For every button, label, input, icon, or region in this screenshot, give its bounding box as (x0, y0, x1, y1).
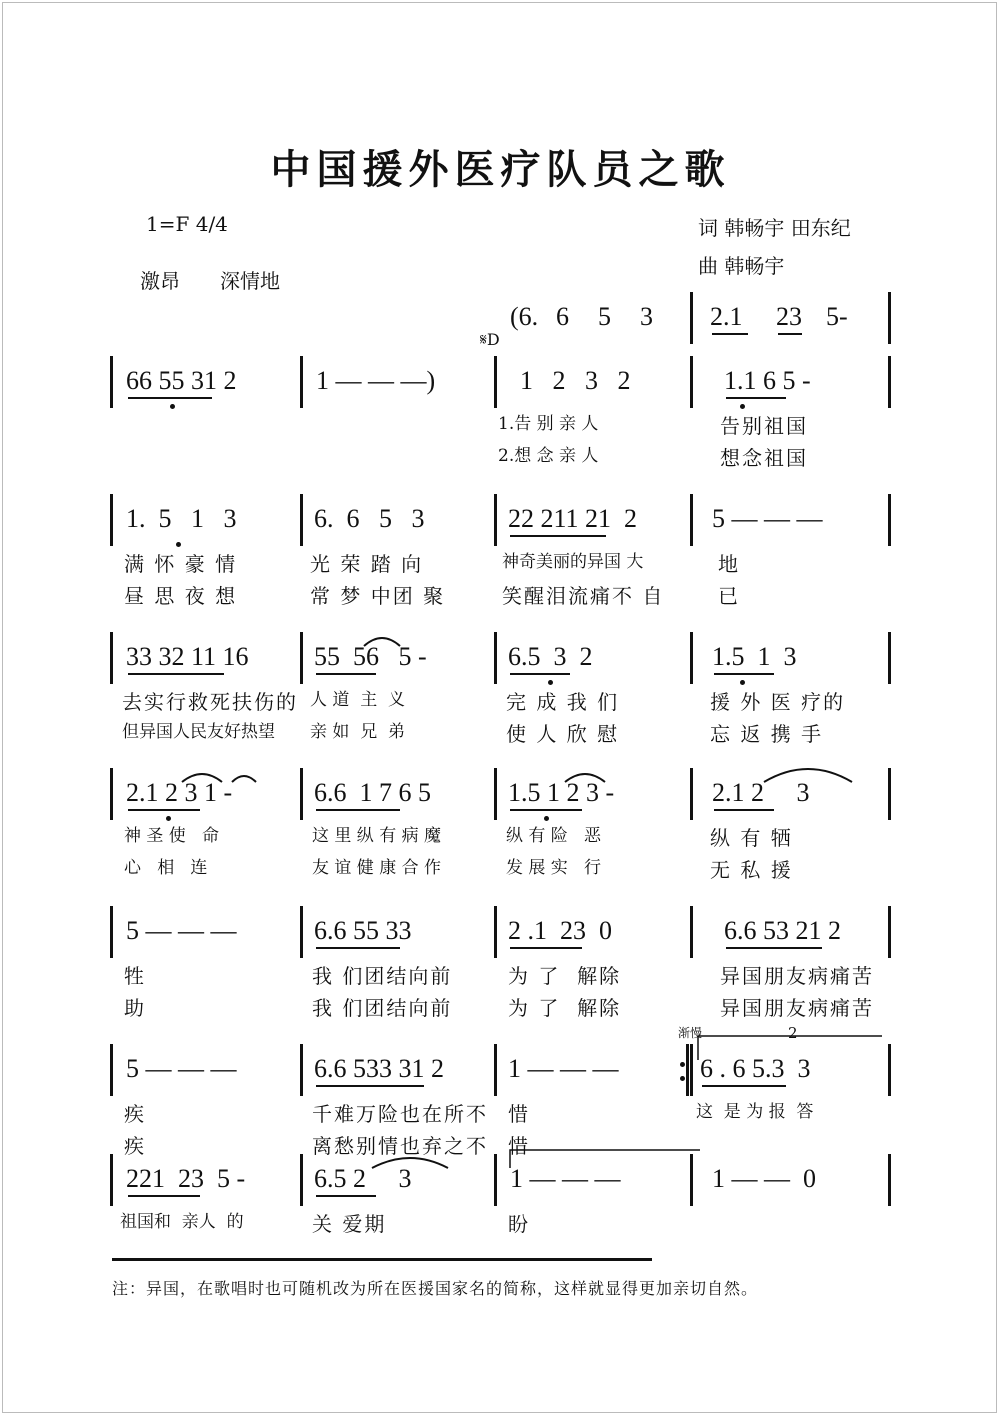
key-signature: 1=F 4/4 (146, 212, 228, 236)
note-group: (6. (510, 302, 539, 331)
tempo-marking: 激昂 深情地 (140, 269, 280, 293)
lyric-verse-2: 心 相 连 (124, 858, 208, 878)
note-group: 6 . 6 5.3 3 (700, 1054, 811, 1083)
tie (232, 776, 256, 782)
note-group: 66 55 31 2 (126, 366, 237, 395)
note-group: 6.6 53 21 2 (724, 916, 841, 945)
lyric-verse-2: 为 了 解除 (508, 996, 622, 1020)
lyric-verse-1: 完 成 我 们 (506, 690, 620, 714)
lyric-verse-1: 纵 有 险 恶 (506, 826, 602, 846)
lyric-verse-2: 想念祖国 (720, 446, 808, 470)
note-group: 1.5 1 2 3 - (508, 778, 615, 807)
note-group: 6.5 2 3 (314, 1164, 412, 1193)
lyric-verse-1: 满 怀 豪 情 (124, 552, 238, 576)
note-group: 5 — — — (126, 916, 237, 945)
note-group: 1 — — — (508, 1054, 619, 1083)
note-group: 1 — — — (510, 1164, 621, 1193)
note-group: 6.6 55 33 (314, 916, 412, 945)
rit-marking: 渐慢 (678, 1026, 703, 1040)
lyric-verse-1: 牲 (124, 964, 146, 988)
tie (364, 638, 400, 646)
note-group: 23 (776, 302, 802, 331)
lyric-verse-2: 惜 (508, 1134, 530, 1158)
lyric-verse-1: 疾 (124, 1102, 146, 1126)
segno-label: D (486, 330, 500, 349)
note-group: 6.6 533 31 2 (314, 1054, 444, 1083)
note-group: 1.5 1 3 (712, 642, 797, 671)
note-group: 1. 5 1 3 (126, 504, 237, 533)
note-group: 6.6 1 7 6 5 (314, 778, 431, 807)
note-group: 2.1 (710, 302, 743, 331)
tie (182, 774, 222, 782)
lyric-verse-1: 1.告 别 亲 人 (498, 414, 599, 434)
note-group: 2 .1 23 0 (508, 916, 612, 945)
lyric-verse-1: 盼 (508, 1212, 530, 1236)
lyric-verse-2: 助 (124, 996, 146, 1020)
lyric-verse-2: 我 们团结向前 (312, 996, 453, 1020)
note-group: 5- (826, 302, 848, 331)
tie (764, 769, 852, 782)
note-group: 22 211 21 2 (508, 504, 638, 533)
lyric-verse-1: 惜 (508, 1102, 530, 1126)
lyric-verse-1: 我 们团结向前 (312, 964, 453, 988)
lyric-verse-2: 笑醒泪流痛不 自 (502, 584, 665, 608)
lyric-verse-2: 离愁别情也弃之不 (312, 1134, 488, 1158)
lyric-verse-2: 异国朋友病痛苦 (720, 996, 874, 1020)
lyricist-credit: 词 韩畅宇 田东纪 (698, 216, 851, 240)
note-group: 3 (640, 302, 653, 331)
lyric-verse-2: 亲 如 兄 弟 (310, 722, 406, 742)
note-group: 5 — — — (126, 1054, 237, 1083)
note-group: 55 56 5 - (314, 642, 427, 671)
lyric-verse-2: 疾 (124, 1134, 146, 1158)
note-group: 1 — — —) (316, 366, 436, 395)
note-group: 6 (556, 302, 569, 331)
volta-bracket (698, 1036, 882, 1060)
lyric-verse-1: 光 荣 踏 向 (310, 552, 424, 576)
note-group: 2.1 2 3 (712, 778, 810, 807)
lyric-verse-1: 为 了 解除 (508, 964, 622, 988)
note-group: 6.5 3 2 (508, 642, 593, 671)
lyric-verse-1: 去实行救死扶伤的 (122, 690, 298, 714)
lyric-verse-1: 人 道 主 义 (310, 690, 406, 710)
lyric-verse-2: 忘 返 携 手 (710, 722, 824, 746)
lyric-verse-2: 发 展 实 行 (506, 858, 602, 878)
note-group: 5 (598, 302, 611, 331)
lyric-verse-1: 神 圣 使 命 (124, 826, 220, 846)
note-group: 1 2 3 2 (520, 366, 631, 395)
lyric-verse-1: 告别祖国 (720, 414, 808, 438)
volta-bracket (510, 1150, 700, 1168)
lyric-verse-2: 2.想 念 亲 人 (498, 446, 599, 466)
footnote-divider (112, 1258, 652, 1261)
tie (565, 774, 605, 782)
volta-number: 2 (788, 1024, 798, 1042)
lyric-verse-1: 关 爱期 (312, 1212, 387, 1236)
lyric-verse-1: 千难万险也在所不 (312, 1102, 488, 1126)
lyric-verse-2: 常 梦 中团 聚 (310, 584, 446, 608)
note-group: 1 — — 0 (712, 1164, 816, 1193)
composer-credit: 曲 韩畅宇 (698, 254, 785, 278)
lyric-verse-2: 已 (718, 584, 740, 608)
lyric-verse-2: 友 谊 健 康 合 作 (312, 858, 442, 878)
song-title: 中国援外医疗队员之歌 (270, 146, 731, 193)
note-group: 5 — — — (712, 504, 823, 533)
lyric-verse-1: 援 外 医 疗的 (710, 690, 846, 714)
lyric-verse-1: 纵 有 牺 (710, 826, 793, 850)
lyric-verse-1: 地 (718, 552, 740, 576)
lyric-verse-2: 使 人 欣 慰 (506, 722, 620, 746)
note-group: 221 23 5 - (126, 1164, 246, 1193)
footnote: 注：异国，在歌唱时也可随机改为所在医援国家名的简称，这样就显得更加亲切自然。 (112, 1279, 759, 1298)
tie (372, 1158, 448, 1168)
lyric-verse-1: 这 里 纵 有 病 魔 (312, 826, 442, 846)
note-group: 2.1 2 3 1 - (126, 778, 233, 807)
note-group: 6. 6 5 3 (314, 504, 425, 533)
lyric-verse-1: 神奇美丽的异国 大 (502, 552, 644, 572)
note-group: 33 32 11 16 (126, 642, 249, 671)
lyric-verse-2: 昼 思 夜 想 (124, 584, 238, 608)
lyric-verse-1: 异国朋友病痛苦 (720, 964, 874, 988)
lyric-verse-2: 但异国人民友好热望 (122, 722, 275, 742)
lyric-verse-2: 无 私 援 (710, 858, 793, 882)
note-group: 1.1 6 5 - (724, 366, 811, 395)
lyric-verse-1: 这 是 为 报 答 (696, 1102, 814, 1122)
segno-icon: 𝄋D (480, 330, 500, 349)
lyric-verse-1: 祖国和 亲人 的 (120, 1212, 244, 1232)
